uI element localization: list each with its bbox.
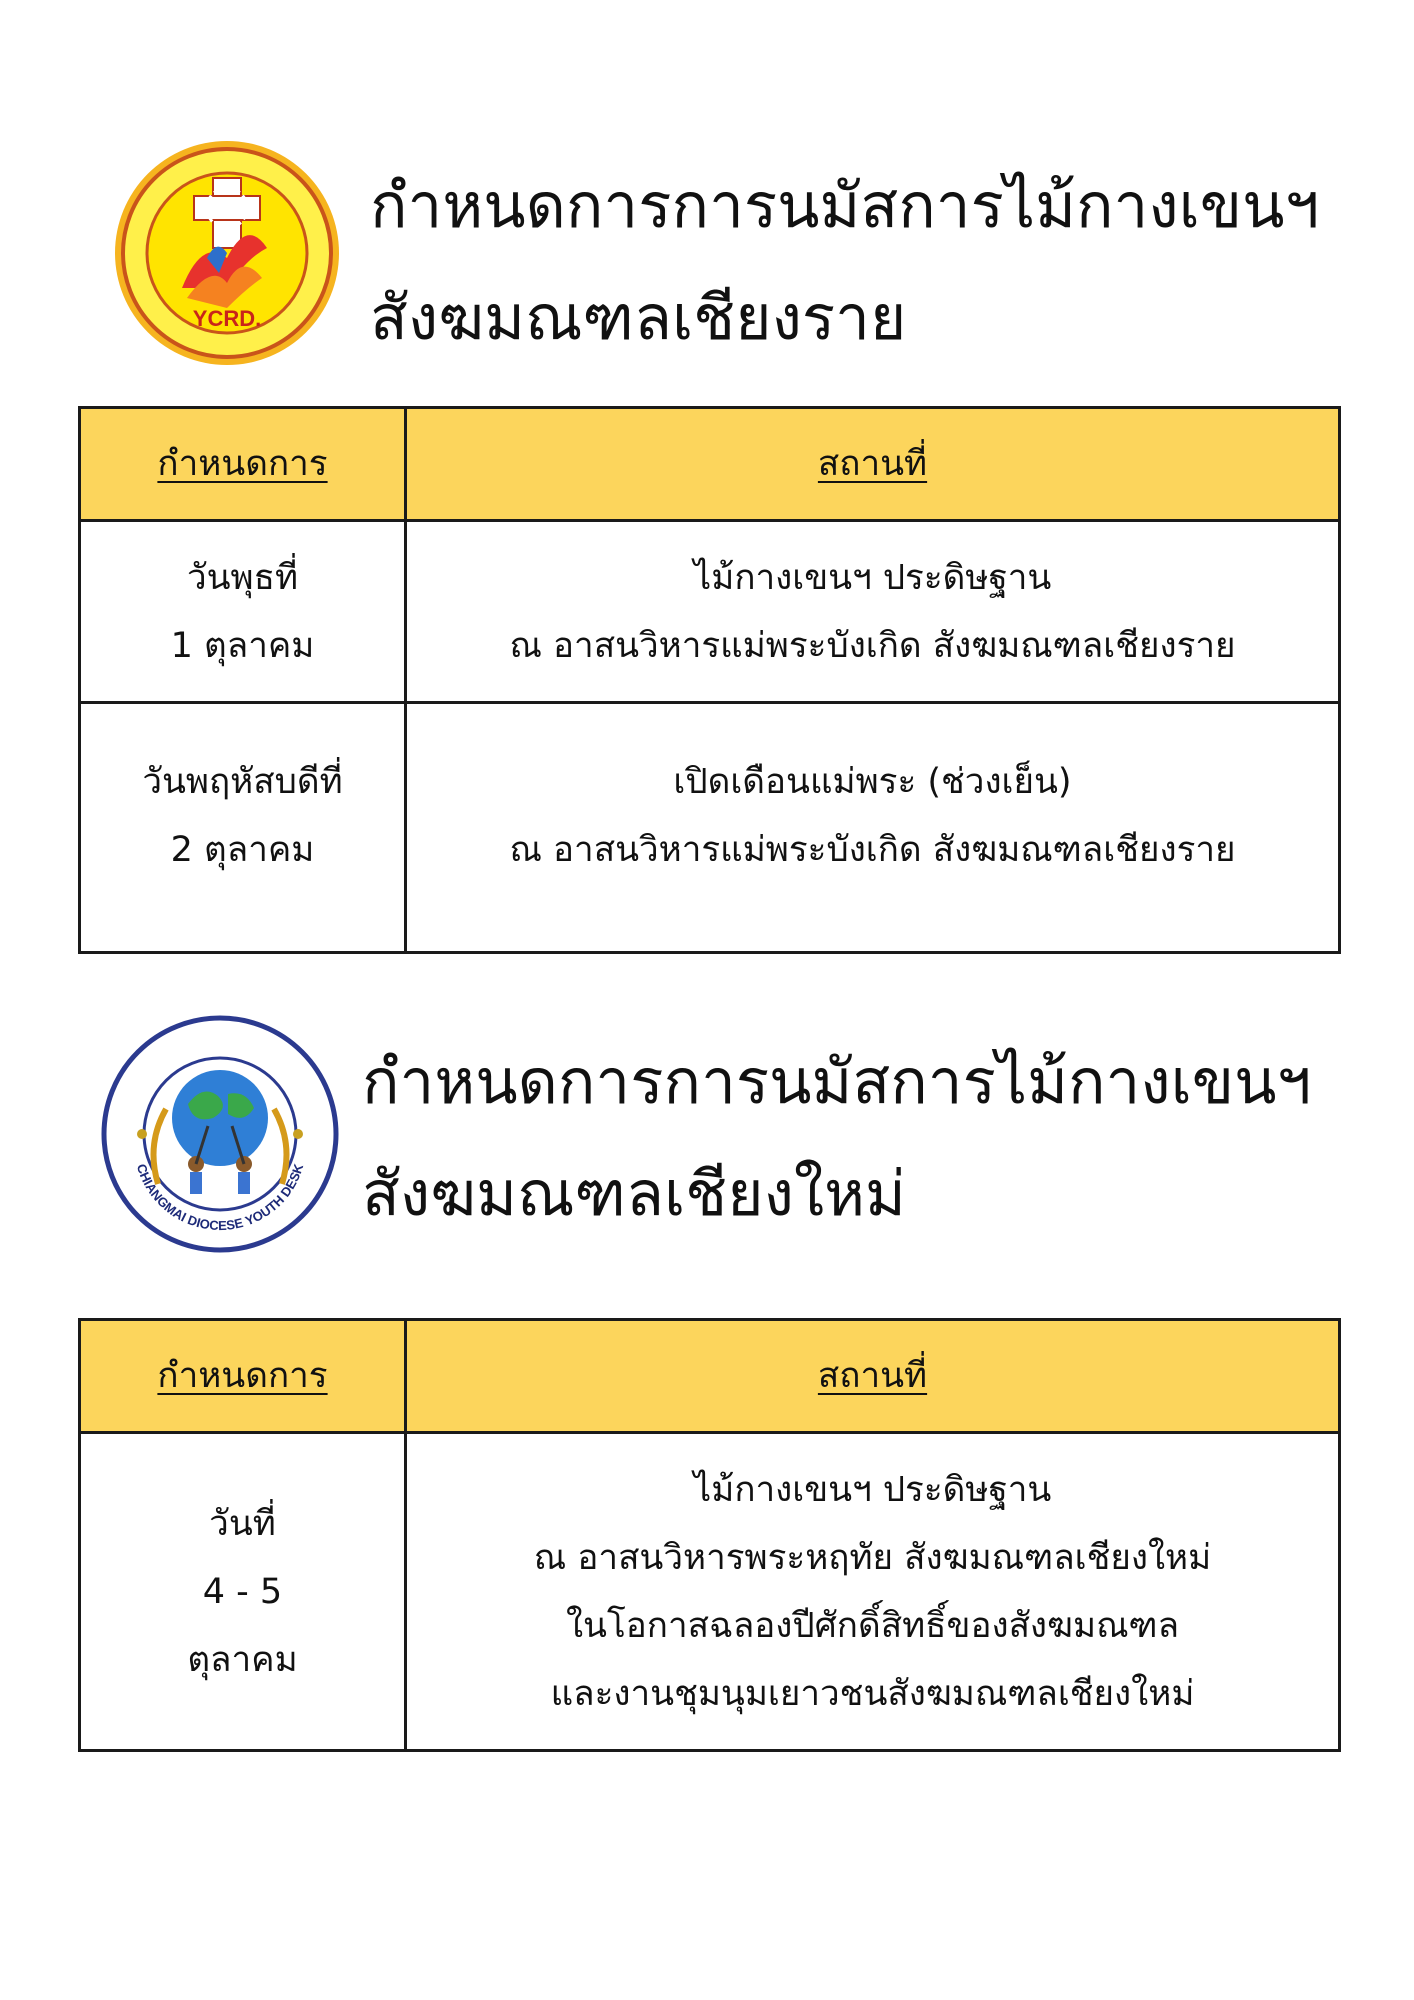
section-title [362,1026,1311,1250]
date-line: วันพฤหัสบดีที่ [142,762,343,802]
changmai-diocese-youth-desk-logo [100,1014,340,1254]
place-line: เปิดเดือนแม่พระ (ช่วงเย็น) [673,762,1072,802]
table-row [80,1433,1340,1751]
table-row [80,521,1340,703]
title-line-2: สังฆมณฑลเชียงราย [370,281,907,354]
date-line: 4 - 5 [202,1571,283,1612]
date-line: 1 ตุลาคม [170,625,315,666]
place-line: ณ อาสนวิหารแม่พระบังเกิด สังฆมณฑลเชียงราย [509,625,1236,666]
header-place: สถานที่ [406,1320,1340,1433]
header-place: สถานที่ [406,408,1340,521]
date-cell [80,521,406,703]
title-line-2: สังฆมณฑลเชียงใหม่ [362,1157,906,1230]
place-line: และงานชุมนุมเยาวชนสังฆมณฑลเชียงใหม่ [550,1673,1195,1714]
youth-desk-emblem-icon [100,1014,340,1254]
title-line-1: กำหนดการการนมัสการไม้กางเขนฯ [370,169,1320,242]
place-line: ณ อาสนวิหารแม่พระบังเกิด สังฆมณฑลเชียงราย [509,830,1236,870]
date-line: ตุลาคม [187,1639,298,1680]
header-schedule: กำหนดการ [80,1320,406,1433]
schedule-table-chiangmai [78,1318,1341,1752]
place-line: ไม้กางเขนฯ ประดิษฐาน [693,1469,1052,1510]
schedule-table-chiangrai [78,406,1341,954]
date-cell [80,703,406,953]
date-line: วันที่ [209,1503,276,1544]
date-line: 2 ตุลาคม [170,830,315,870]
place-cell [406,1433,1340,1751]
table-row [80,703,1340,953]
place-line: ในโอกาสฉลองปีศักดิ์สิทธิ์ของสังฆมณฑล [565,1605,1180,1646]
date-cell [80,1433,406,1751]
date-line: วันพุธที่ [186,557,299,598]
section-title [370,150,1319,374]
place-line: ณ อาสนวิหารพระหฤทัย สังฆมณฑลเชียงใหม่ [533,1537,1212,1578]
ycrd-logo-text: YCRD. [192,306,262,331]
ycrd-emblem-icon [112,138,342,368]
place-cell [406,703,1340,953]
header-schedule: กำหนดการ [80,408,406,521]
place-line: ไม้กางเขนฯ ประดิษฐาน [693,557,1052,598]
title-line-1: กำหนดการการนมัสการไม้กางเขนฯ [362,1045,1312,1118]
youth-desk-logo-text: CHIANGMAI DIOCESE YOUTH DESK [133,1161,307,1234]
place-cell [406,521,1340,703]
ycrd-logo [112,138,342,368]
